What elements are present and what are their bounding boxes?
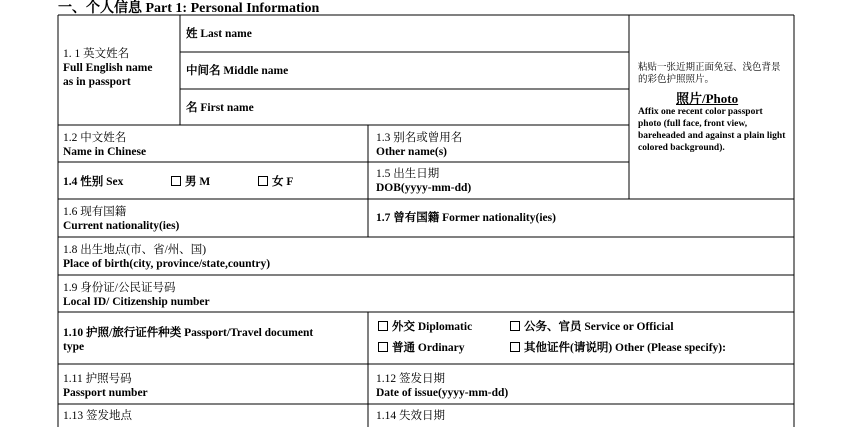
passport-type-diplomatic[interactable]: 外交 Diplomatic bbox=[378, 320, 472, 334]
photo-instruction-en: Affix one recent color passport photo (full face, front view, bareheaded and against a plain light colored background). bbox=[638, 107, 786, 153]
local-id-label: 1.9 身份证/公民证号码 Local ID/ Citizenship number bbox=[63, 282, 210, 308]
other-checkbox[interactable] bbox=[510, 342, 520, 352]
dob-label: 1.5 出生日期 DOB(yyyy-mm-dd) bbox=[376, 168, 472, 194]
expiry-date-label: 1.14 失效日期 bbox=[376, 410, 445, 422]
first-name-label: 名 First name bbox=[186, 102, 254, 114]
former-nationality-label: 1.7 曾有国籍 Former nationality(ies) bbox=[376, 212, 556, 224]
section-heading: 一、个人信息 Part 1: Personal Information bbox=[58, 1, 320, 16]
photo-instruction-zh: 粘贴一张近期正面免冠、浅色背景的彩色护照照片。 bbox=[638, 63, 781, 85]
diplomatic-checkbox[interactable] bbox=[378, 321, 388, 331]
full-english-name-label: 1. 1 英文姓名 Full English name as in passport bbox=[63, 48, 153, 88]
ordinary-checkbox[interactable] bbox=[378, 342, 388, 352]
other-names-label: 1.3 别名或曾用名 Other name(s) bbox=[376, 132, 463, 158]
middle-name-label: 中间名 Middle name bbox=[186, 65, 289, 77]
place-of-birth-label: 1.8 出生地点(市、省/州、国) Place of birth(city, province/state,country) bbox=[63, 244, 271, 270]
male-checkbox[interactable] bbox=[171, 176, 181, 186]
service-checkbox[interactable] bbox=[510, 321, 520, 331]
chinese-name-label: 1.2 中文姓名 Name in Chinese bbox=[63, 132, 147, 158]
female-checkbox[interactable] bbox=[258, 176, 268, 186]
place-of-issue-label: 1.13 签发地点 bbox=[63, 410, 132, 422]
sex-label: 1.4 性别 Sex bbox=[63, 176, 124, 188]
last-name-label: 姓 Last name bbox=[186, 28, 252, 40]
passport-type-other[interactable]: 其他证件(请说明) Other (Please specify): bbox=[510, 341, 726, 355]
date-of-issue-label: 1.12 签发日期 Date of issue(yyyy-mm-dd) bbox=[376, 373, 509, 399]
current-nationality-label: 1.6 现有国籍 Current nationality(ies) bbox=[63, 206, 180, 232]
passport-number-label: 1.11 护照号码 Passport number bbox=[63, 373, 148, 399]
sex-female-option[interactable]: 女 F bbox=[258, 175, 293, 189]
passport-type-label: 1.10 护照/旅行证件种类 Passport/Travel document type bbox=[63, 327, 314, 353]
passport-type-service[interactable]: 公务、官员 Service or Official bbox=[510, 320, 674, 334]
sex-male-option[interactable]: 男 M bbox=[171, 175, 210, 189]
passport-type-ordinary[interactable]: 普通 Ordinary bbox=[378, 341, 465, 355]
photo-title: 照片/Photo bbox=[676, 91, 739, 106]
